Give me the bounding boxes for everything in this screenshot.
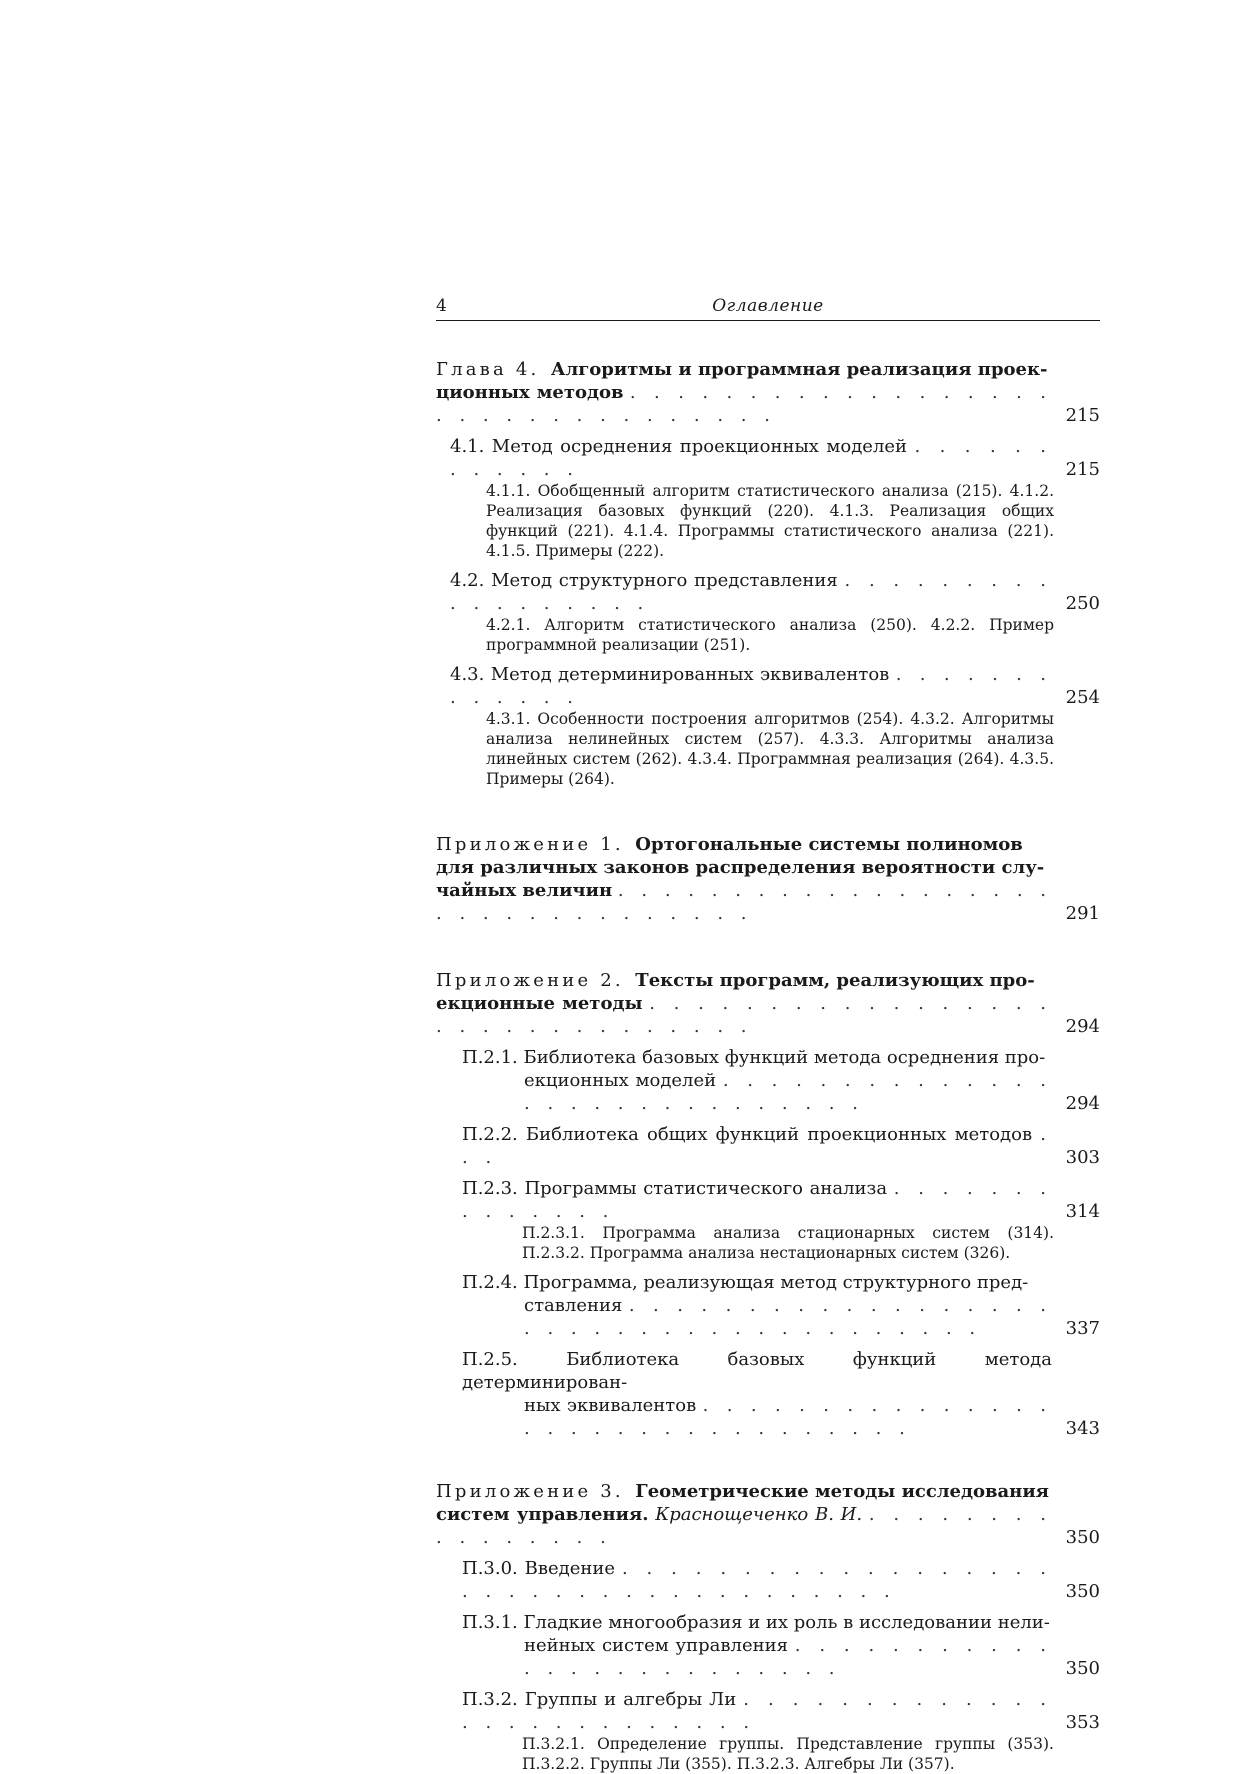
section-title: 4.1. Метод осреднения проекционных моделей: [450, 436, 908, 457]
section-title-line1: П.3.1. Гладкие многообразия и их роль в исследовании нели-: [462, 1612, 1050, 1633]
page-number: 4: [436, 296, 447, 316]
section-title-line1: П.2.3. Программы статистического анализа: [462, 1178, 888, 1199]
section-title-line2: ных эквивалентов: [524, 1395, 697, 1416]
section-title: 4.3. Метод детерминированных эквивалентов: [450, 664, 890, 685]
appendix-title-line2: систем управления.: [436, 1504, 649, 1525]
page-header: [436, 296, 1100, 321]
page-ref: 294: [1065, 1016, 1100, 1037]
page-ref: 250: [1065, 593, 1100, 614]
dot-leader: . . . . . . . . . . . . . . . . . . . . . . . . . . . . . . .: [436, 993, 1052, 1037]
subsection-list: П.2.3.1. Программа анализа стационарных систем (314). П.2.3.2. Программа анализа нестационарных систем (326).: [522, 1224, 1054, 1262]
page-ref: 303: [1065, 1147, 1100, 1168]
section-title-line2: ставления: [524, 1295, 623, 1316]
toc-section-p-3-2[interactable]: [436, 1688, 1100, 1774]
dot-leader: . . . . . . . . . . . . . . . . . . . . . . . . . .: [462, 1689, 1052, 1733]
appendix-title-line1: Тексты программ, реализующих про-: [635, 970, 1035, 991]
toc-section-p-3-1[interactable]: [436, 1611, 1100, 1680]
dot-leader: . . . . . . . . . . . . . . . . . . . . . . . . . . . . . . . . . . . . . .: [524, 1295, 1052, 1339]
dot-leader: . . . . . . . . . . . . . . . . . . . . . . . . . . . . . . . . . . . . .: [462, 1558, 1052, 1602]
section-title-line1: П.2.1. Библиотека базовых функций метода осреднения про-: [462, 1047, 1046, 1068]
toc-appendix-1[interactable]: [436, 833, 1100, 925]
dot-leader: . . . . . . . . . . . . . . . . . . . . . . . . . . . . . . . .: [524, 1395, 1052, 1439]
author-name: Краснощеченко В. И.: [655, 1504, 863, 1525]
toc-section-p-2-3[interactable]: [436, 1177, 1100, 1263]
dot-leader: . . .: [462, 1124, 1052, 1168]
appendix-label: Приложение 1.: [436, 834, 624, 855]
chapter-title-line2: ционных методов: [436, 382, 624, 403]
subsection-list: П.3.2.1. Определение группы. Представление группы (353). П.3.2.2. Группы Ли (355). П.3.2.3. Алгебры Ли (357).: [522, 1735, 1054, 1773]
section-title-line2: нейных систем управления: [524, 1635, 788, 1656]
subsection-list: 4.2.1. Алгоритм статистического анализа (250). 4.2.2. Пример программной реализации (251).: [486, 616, 1054, 654]
page-ref: 350: [1065, 1658, 1100, 1679]
appendix-title-line1: Ортогональные системы полиномов: [635, 834, 1023, 855]
dot-leader: . . . . . . . . . . . . . . . .: [436, 1504, 1052, 1548]
appendix-title-line2: для различных законов распределения вероятности слу-: [436, 857, 1045, 878]
page-ref: 294: [1065, 1093, 1100, 1114]
page-ref: 291: [1065, 903, 1100, 924]
dot-leader: . . . . . . . . . . . .: [450, 436, 1052, 480]
appendix-title-line2: екционные методы: [436, 993, 643, 1014]
section-title-line2: екционных моделей: [524, 1070, 717, 1091]
toc-section-4-2[interactable]: [436, 569, 1100, 655]
dot-leader: . . . . . . . . . . . . . . . . . . . . . . . . . . . . .: [524, 1070, 1052, 1114]
toc-section-p-3-0[interactable]: [436, 1557, 1100, 1603]
page-ref: 215: [1065, 405, 1100, 426]
toc-section-4-3[interactable]: [436, 663, 1100, 789]
appendix-title-line1: Геометрические методы исследования: [635, 1481, 1049, 1502]
dot-leader: . . . . . . . . . . . . . .: [462, 1178, 1052, 1222]
toc-section-4-1[interactable]: [436, 435, 1100, 561]
page-ref: 215: [1065, 459, 1100, 480]
page-ref: 350: [1065, 1581, 1100, 1602]
toc-section-p-2-1[interactable]: [436, 1046, 1100, 1115]
chapter-label: Глава 4.: [436, 359, 540, 380]
section-title-line1: П.2.2. Библиотека общих функций проекционных методов: [462, 1124, 1033, 1145]
subsection-list: 4.3.1. Особенности построения алгоритмов (254). 4.3.2. Алгоритмы анализа нелинейных систем (257). 4.3.3. Алгоритмы анализа линейных систем (262). 4.3.4. Программная реализация (264). 4.3.5. Примеры (264).: [486, 710, 1054, 788]
dot-leader: . . . . . . . . . . . . . . . . . . . . . . . . . . . . . . . . .: [436, 880, 1053, 924]
section-title-line1: П.2.4. Программа, реализующая метод структурного пред-: [462, 1272, 1029, 1293]
subsection-list: 4.1.1. Обобщенный алгоритм статистического анализа (215). 4.1.2. Реализация базовых функций (220). 4.1.3. Реализация общих функций (221). 4.1.4. Программы статистического анализа (221). 4.1.5. Примеры (222).: [486, 482, 1054, 560]
dot-leader: . . . . . . . . . . . . . . . . . . . . . . . . . . . . . . . . .: [436, 382, 1052, 426]
toc-appendix-3[interactable]: [436, 1480, 1100, 1549]
toc-section-p-2-4[interactable]: [436, 1271, 1100, 1340]
appendix-label: Приложение 3.: [436, 1481, 624, 1502]
running-title: Оглавление: [712, 296, 824, 316]
page-ref: 337: [1065, 1318, 1100, 1339]
section-title-line1: П.3.2. Группы и алгебры Ли: [462, 1689, 737, 1710]
dot-leader: . . . . . . . . . . . . . . . . . .: [450, 570, 1052, 614]
toc-chapter-4[interactable]: [436, 358, 1100, 427]
appendix-label: Приложение 2.: [436, 970, 624, 991]
appendix-title-line3: чайных величин: [436, 880, 613, 901]
page-ref: 254: [1065, 687, 1100, 708]
section-title-line1: П.2.5. Библиотека базовых функций метода детерминирован-: [462, 1349, 1052, 1393]
toc-section-p-2-5[interactable]: [436, 1348, 1100, 1440]
toc-section-p-2-2[interactable]: [436, 1123, 1100, 1169]
dot-leader: . . . . . . . . . . . . .: [450, 664, 1052, 708]
page-ref: 353: [1065, 1712, 1100, 1733]
chapter-title-line1: Алгоритмы и программная реализация проек-: [550, 359, 1048, 380]
section-title-line1: П.3.0. Введение: [462, 1558, 616, 1579]
section-title: 4.2. Метод структурного представления: [450, 570, 838, 591]
page-ref: 314: [1065, 1201, 1100, 1222]
table-of-contents: [436, 358, 1100, 1774]
toc-appendix-2[interactable]: [436, 969, 1100, 1038]
page-ref: 343: [1065, 1418, 1100, 1439]
dot-leader: . . . . . . . . . . . . . . . . . . . . . . . . .: [524, 1635, 1052, 1679]
page-ref: 350: [1065, 1527, 1100, 1548]
